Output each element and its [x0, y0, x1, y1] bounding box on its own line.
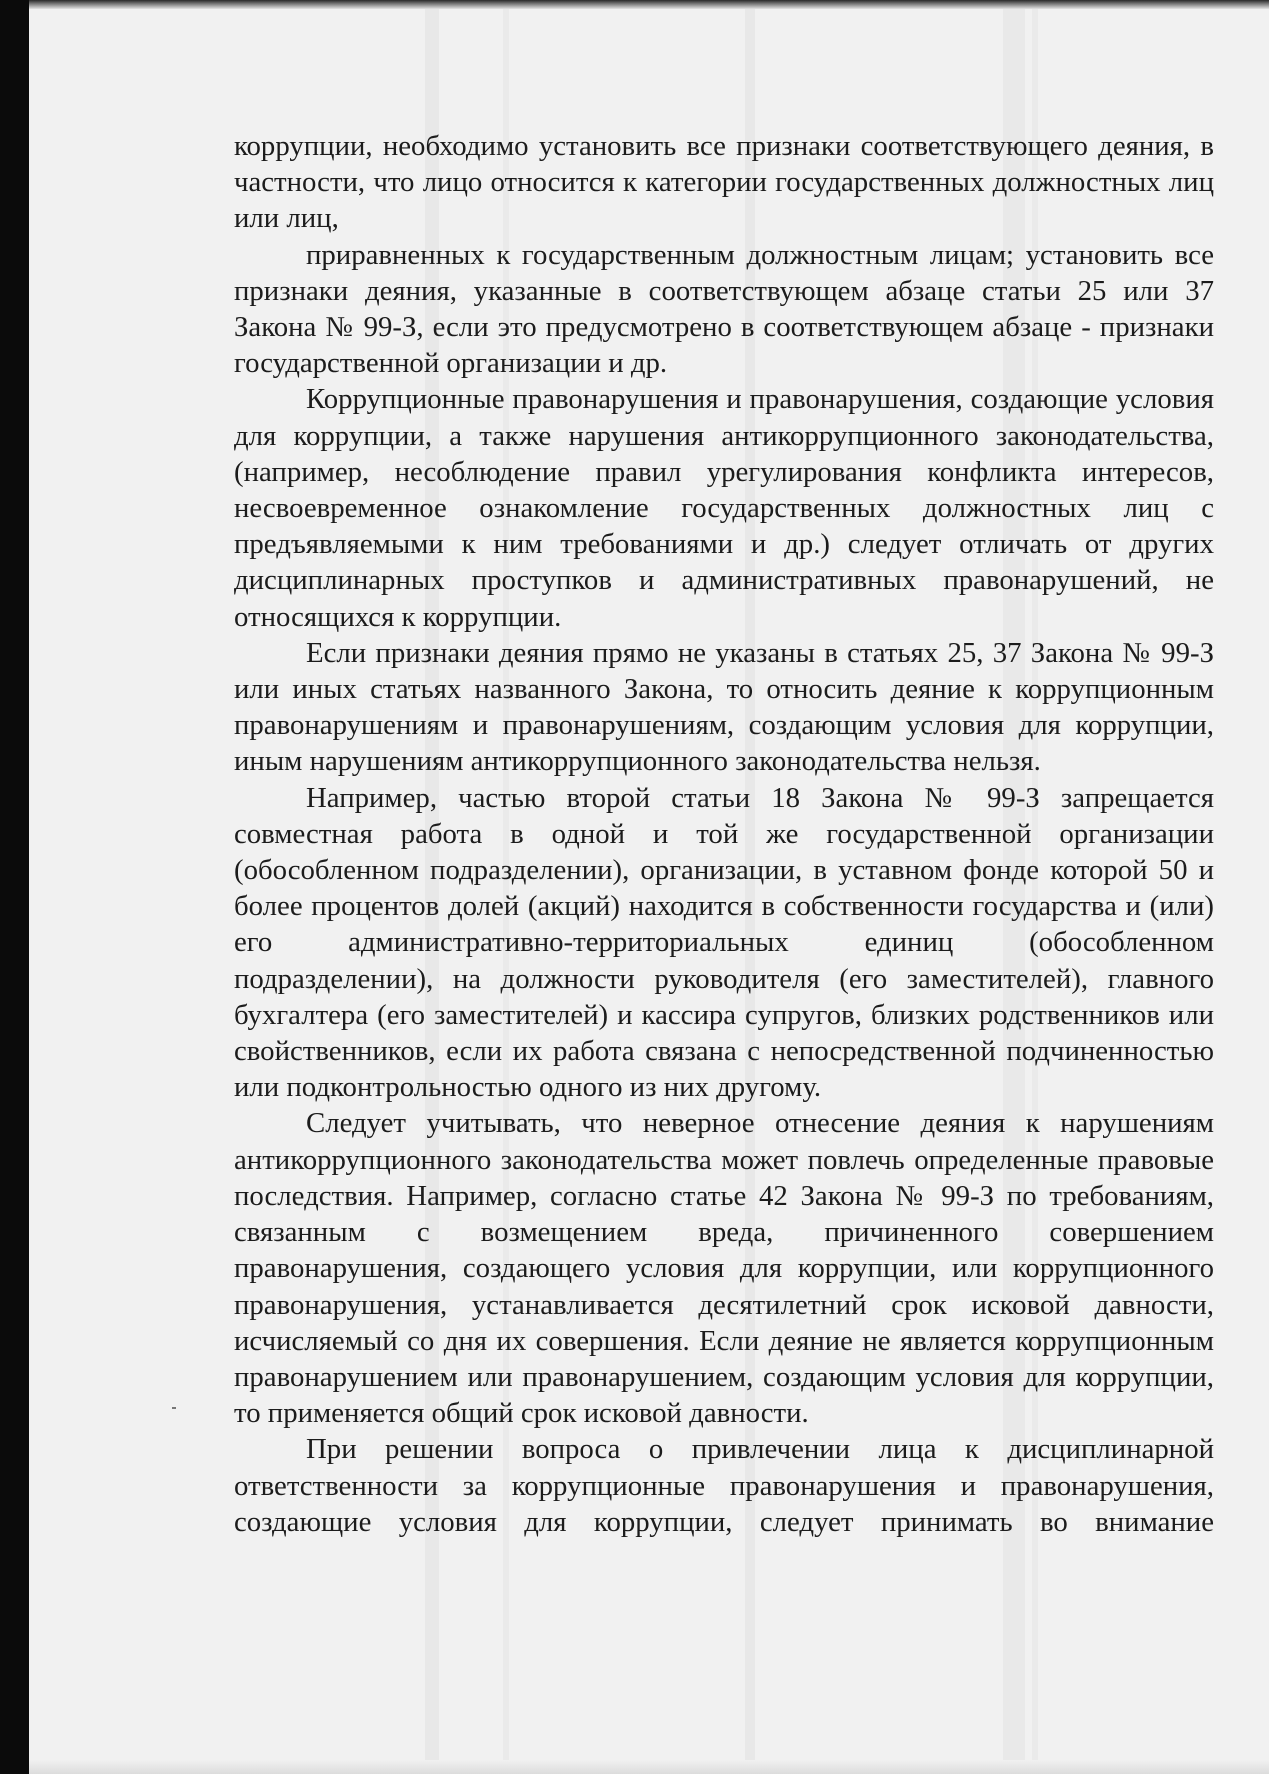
- scan-speck: [172, 1407, 176, 1409]
- paragraph-signs-not-specified: Если признаки деяния прямо не указаны в статьях 25, 37 Закона № 99-З или иных статьях названного Закона, то относить деяние к коррупционным правонарушениям и правонарушениям, создающим условия для коррупции, иным нарушениям антикоррупционного законодательства нельзя.: [234, 636, 1214, 778]
- document-body: [234, 128, 1214, 1540]
- scan-black-border: [0, 0, 29, 1774]
- scan-top-border: [29, 0, 1269, 9]
- paragraph-state-officials-equated: приравненных к государственным должностным лицам; установить все признаки деяния, указанные в соответствующем абзаце статьи 25 или 37 Закона № 99-З, если это предусмотрено в соответствующем абзаце - признаки государственной организации и др.: [234, 238, 1214, 380]
- paragraph-disciplinary-liability: При решении вопроса о привлечении лица к дисциплинарной ответственности за коррупционные правонарушения и правонарушения, создающие условия для коррупции, следует принимать во внимание: [234, 1433, 1214, 1538]
- paragraph-continuation: коррупции, необходимо установить все признаки соответствующего деяния, в частности, что лицо относится к категории государственных должностных лиц или лиц,: [234, 130, 1214, 235]
- scan-bottom-shade: [29, 1760, 1269, 1774]
- paragraph-legal-consequences: Следует учитывать, что неверное отнесение деяния к нарушениям антикоррупционного законодательства может повлечь определенные правовые последствия. Например, согласно статье 42 Закона № 99-З по требованиям, связанным с возмещением вреда, причиненного совершением правонарушения, создающего условия для коррупции, или коррупционного правонарушения, устанавливается десятилетний срок исковой давности, исчисляемый со дня их совершения. Если деяние не является коррупционным правонарушением или правонарушением, создающим условия для коррупции, то применяется общий срок исковой давности.: [234, 1107, 1214, 1430]
- paragraph-corruption-offenses: Коррупционные правонарушения и правонарушения, создающие условия для коррупции, а также нарушения антикоррупционного законодательства, (например, несоблюдение правил урегулирования конфликта интересов, несвоевременное ознакомление государственных должностных лиц с предъявляемыми к ним требованиями и др.) следует отличать от других дисциплинарных проступков и административных правонарушений, не относящихся к коррупции.: [234, 383, 1214, 633]
- paragraph-example-article-18: Например, частью второй статьи 18 Закона № 99-З запрещается совместная работа в одной и той же государственной организации (обособленном подразделении), организации, в уставном фонде которой 50 и более процентов долей (акций) находится в собственности государства и (или) его административно-территориальных единиц (обособленном подразделении), на должности руководителя (его заместителей), главного бухгалтера (его заместителей) и кассира супругов, близких родственников или свойственников, если их работа связана с непосредственной подчиненностью или подконтрольностью одного из них другому.: [234, 781, 1214, 1104]
